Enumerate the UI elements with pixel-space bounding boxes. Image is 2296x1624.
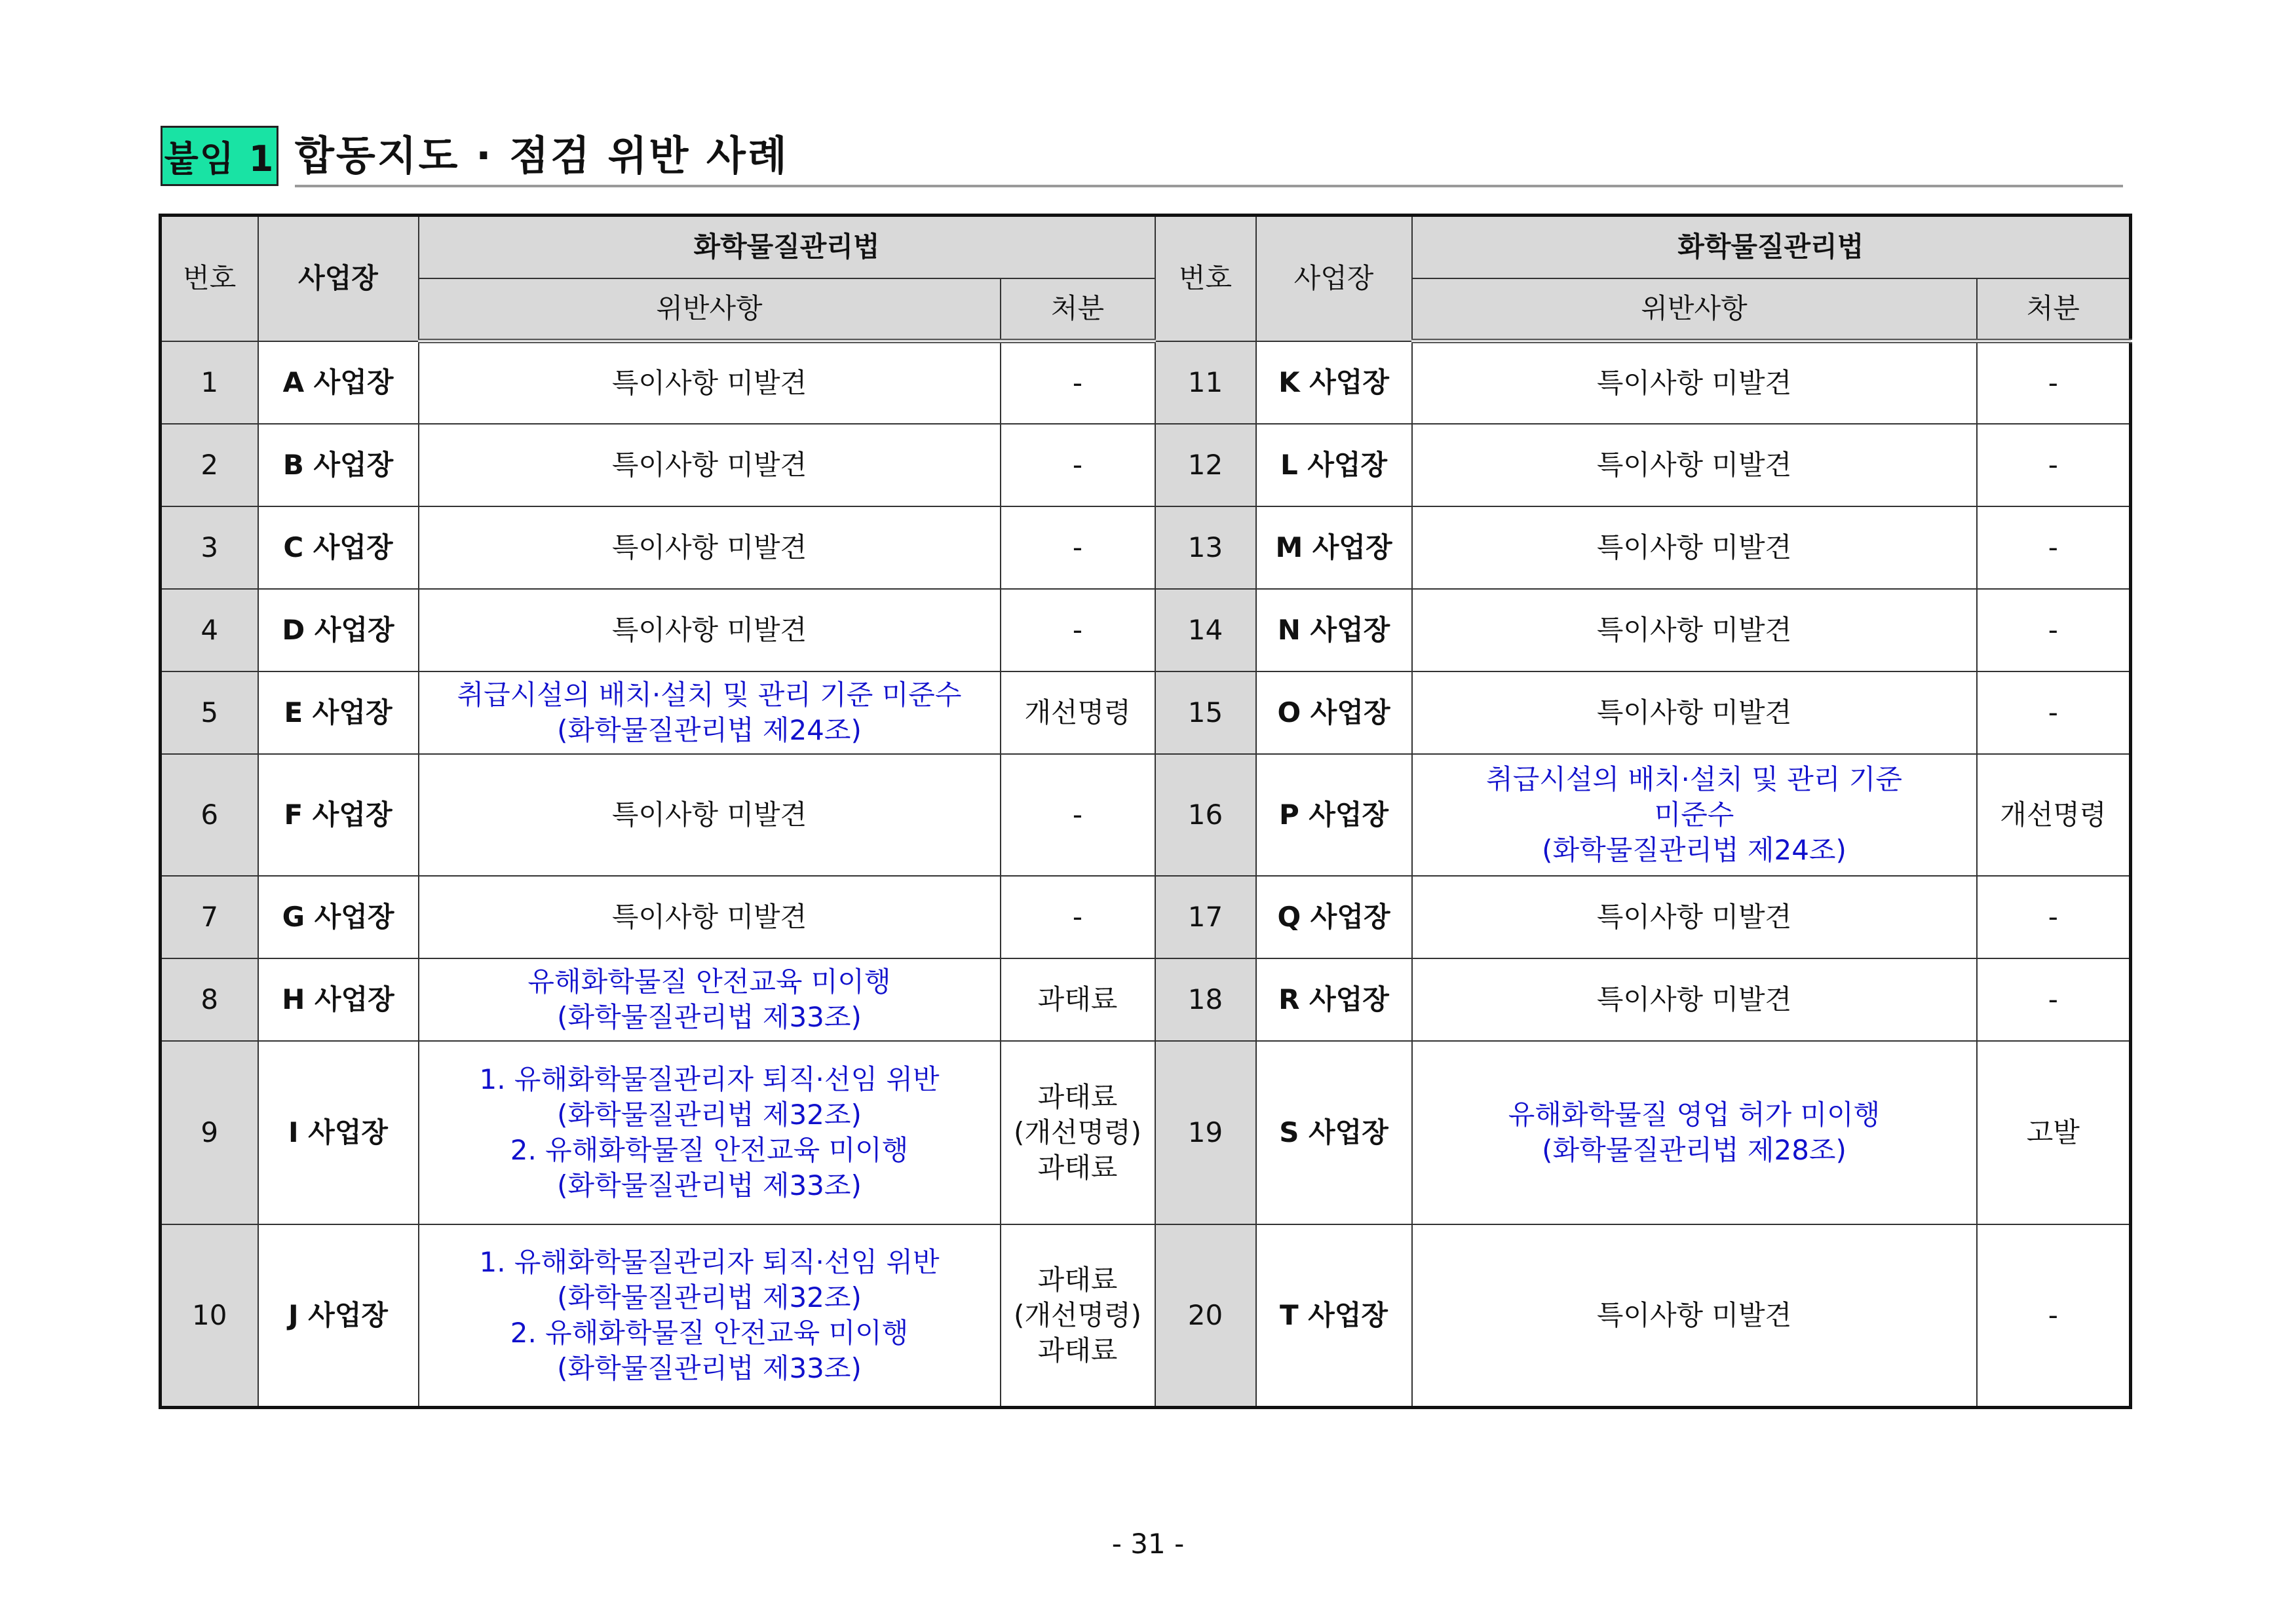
table-row: [161, 754, 2131, 876]
action-cell: -: [1977, 424, 2131, 506]
violation-cell: 특이사항 미발견: [1412, 1224, 1977, 1408]
header-violation: 위반사항: [419, 278, 1001, 341]
site-name: Q 사업장: [1256, 876, 1412, 958]
violation-line: 1. 유해화학물질관리자 퇴직·선임 위반: [479, 1063, 940, 1095]
action-cell: -: [1001, 589, 1155, 671]
header-violation: 위반사항: [1412, 278, 1977, 341]
row-number: 10: [161, 1224, 258, 1408]
action-cell: -: [1001, 341, 1155, 424]
violation-line: (화학물질관리법 제33조): [557, 1169, 862, 1201]
violation-line: (화학물질관리법 제24조): [1542, 833, 1846, 866]
site-name: G 사업장: [258, 876, 419, 958]
row-number: 5: [161, 671, 258, 754]
violation-cell: [1412, 1041, 1977, 1224]
table-row: [161, 671, 2131, 754]
site-name: K 사업장: [1256, 341, 1412, 424]
row-number: 14: [1155, 589, 1256, 671]
violation-cell: 특이사항 미발견: [1412, 424, 1977, 506]
violation-line: 미준수: [1654, 798, 1734, 831]
violation-line: (화학물질관리법 제32조): [557, 1281, 862, 1313]
header-site: 사업장: [258, 216, 419, 341]
violation-cell: 특이사항 미발견: [419, 876, 1001, 958]
site-name: N 사업장: [1256, 589, 1412, 671]
page-number: - 31 -: [1111, 1528, 1185, 1560]
violation-line: 취급시설의 배치·설치 및 관리 기준 미준수: [457, 678, 962, 711]
table-row: [161, 1224, 2131, 1408]
site-name: T 사업장: [1256, 1224, 1412, 1408]
site-name: C 사업장: [258, 506, 419, 589]
row-number: 15: [1155, 671, 1256, 754]
violation-line: 취급시설의 배치·설치 및 관리 기준: [1486, 763, 1902, 795]
violation-cell: 특이사항 미발견: [419, 506, 1001, 589]
action-cell: -: [1001, 424, 1155, 506]
action-line: (개선명령): [1013, 1298, 1142, 1331]
violation-line: 2. 유해화학물질 안전교육 미이행: [510, 1133, 909, 1166]
site-name: A 사업장: [258, 341, 419, 424]
action-cell: -: [1977, 958, 2131, 1041]
action-line: 고발: [2026, 1116, 2080, 1148]
action-cell: -: [1977, 671, 2131, 754]
action-cell: -: [1001, 506, 1155, 589]
page-title: 합동지도 · 점검 위반 사례: [295, 132, 789, 179]
site-name: S 사업장: [1256, 1041, 1412, 1224]
violation-line: 2. 유해화학물질 안전교육 미이행: [510, 1316, 909, 1349]
table-row: [161, 1041, 2131, 1224]
table-row: [161, 876, 2131, 958]
action-line: 과태료: [1037, 983, 1118, 1015]
header-law: 화학물질관리법: [1412, 216, 2131, 278]
action-cell: [1001, 1041, 1155, 1224]
action-line: 과태료: [1037, 1263, 1118, 1296]
row-number: 16: [1155, 754, 1256, 876]
site-name: B 사업장: [258, 424, 419, 506]
row-number: 7: [161, 876, 258, 958]
site-name: J 사업장: [258, 1224, 419, 1408]
violation-cell: 특이사항 미발견: [1412, 589, 1977, 671]
violation-line: 1. 유해화학물질관리자 퇴직·선임 위반: [479, 1245, 940, 1278]
action-line: 과태료: [1037, 1151, 1118, 1184]
violation-cell: [419, 1224, 1001, 1408]
violation-line: (화학물질관리법 제24조): [557, 713, 862, 746]
action-cell: [1001, 958, 1155, 1041]
action-cell: [1977, 754, 2131, 876]
action-cell: -: [1001, 754, 1155, 876]
violation-line: 유해화학물질 영업 허가 미이행: [1508, 1098, 1881, 1131]
table-row: [161, 506, 2131, 589]
site-name: F 사업장: [258, 754, 419, 876]
site-name: D 사업장: [258, 589, 419, 671]
header-site: 사업장: [1256, 216, 1412, 341]
header-no: 번호: [1155, 216, 1256, 341]
row-number: 13: [1155, 506, 1256, 589]
table-body: [161, 341, 2131, 1408]
site-name: O 사업장: [1256, 671, 1412, 754]
row-number: 1: [161, 341, 258, 424]
site-name: R 사업장: [1256, 958, 1412, 1041]
action-line: 과태료: [1037, 1334, 1118, 1367]
row-number: 2: [161, 424, 258, 506]
action-cell: [1001, 671, 1155, 754]
violation-line: 유해화학물질 안전교육 미이행: [527, 965, 891, 998]
table-row: [161, 589, 2131, 671]
header-action: 처분: [1977, 278, 2131, 341]
action-cell: -: [1977, 1224, 2131, 1408]
violation-cell: 특이사항 미발견: [1412, 506, 1977, 589]
table-row: [161, 341, 2131, 424]
violation-cell: 특이사항 미발견: [419, 424, 1001, 506]
header-action: 처분: [1001, 278, 1155, 341]
violation-cell: 특이사항 미발견: [1412, 671, 1977, 754]
site-name: P 사업장: [1256, 754, 1412, 876]
row-number: 3: [161, 506, 258, 589]
row-number: 19: [1155, 1041, 1256, 1224]
row-number: 12: [1155, 424, 1256, 506]
violation-line: (화학물질관리법 제32조): [557, 1098, 862, 1131]
violation-cell: 특이사항 미발견: [419, 341, 1001, 424]
row-number: 8: [161, 958, 258, 1041]
violation-cell: 특이사항 미발견: [1412, 341, 1977, 424]
violation-cell: [419, 671, 1001, 754]
action-line: (개선명령): [1013, 1116, 1142, 1148]
site-name: H 사업장: [258, 958, 419, 1041]
site-name: L 사업장: [1256, 424, 1412, 506]
action-cell: [1001, 1224, 1155, 1408]
row-number: 11: [1155, 341, 1256, 424]
site-name: M 사업장: [1256, 506, 1412, 589]
row-number: 6: [161, 754, 258, 876]
violation-line: (화학물질관리법 제33조): [557, 1000, 862, 1033]
violation-cell: 특이사항 미발견: [1412, 876, 1977, 958]
site-name: I 사업장: [258, 1041, 419, 1224]
row-number: 17: [1155, 876, 1256, 958]
violation-cell: 특이사항 미발견: [1412, 958, 1977, 1041]
action-cell: -: [1977, 506, 2131, 589]
action-cell: -: [1001, 876, 1155, 958]
violation-line: (화학물질관리법 제28조): [1542, 1133, 1846, 1166]
violation-cell: 특이사항 미발견: [419, 754, 1001, 876]
table-row: [161, 958, 2131, 1041]
violation-table: [159, 214, 2132, 1409]
action-line: 개선명령: [1024, 696, 1131, 728]
action-cell: -: [1977, 341, 2131, 424]
violation-cell: [419, 1041, 1001, 1224]
title-underline: [295, 185, 2123, 187]
row-number: 4: [161, 589, 258, 671]
row-number: 18: [1155, 958, 1256, 1041]
row-number: 9: [161, 1041, 258, 1224]
header-no: 번호: [161, 216, 258, 341]
violation-line: (화학물질관리법 제33조): [557, 1351, 862, 1384]
header-law: 화학물질관리법: [419, 216, 1155, 278]
action-cell: -: [1977, 589, 2131, 671]
table-row: [161, 424, 2131, 506]
violation-cell: [419, 958, 1001, 1041]
violation-cell: [1412, 754, 1977, 876]
action-line: 과태료: [1037, 1080, 1118, 1113]
section-heading: [161, 126, 2126, 187]
action-cell: [1977, 1041, 2131, 1224]
violation-cell: 특이사항 미발견: [419, 589, 1001, 671]
row-number: 20: [1155, 1224, 1256, 1408]
attachment-badge: 붙임 1: [161, 126, 278, 186]
site-name: E 사업장: [258, 671, 419, 754]
action-cell: -: [1977, 876, 2131, 958]
action-line: 개선명령: [2000, 798, 2107, 831]
